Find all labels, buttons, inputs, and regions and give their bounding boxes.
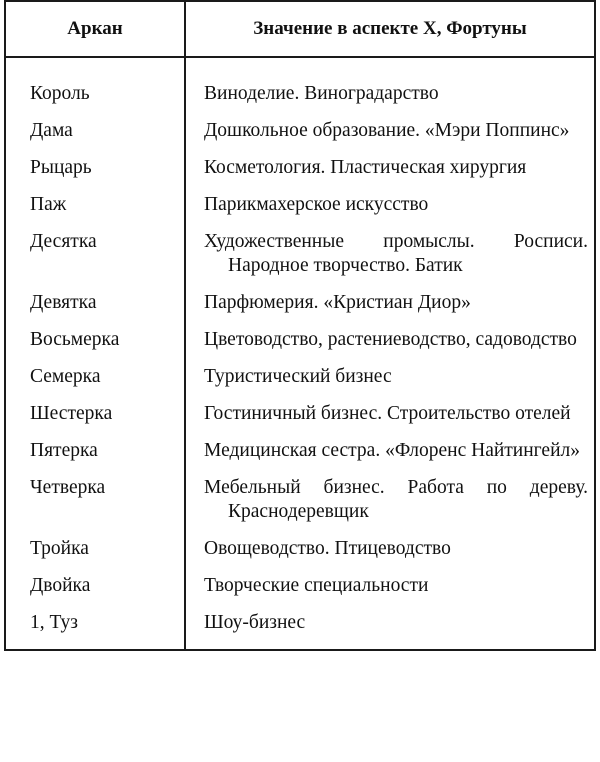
arcana-cell: Паж (5, 187, 185, 224)
arcana-cell: Рыцарь (5, 150, 185, 187)
meaning-cell (185, 76, 595, 113)
table-row (5, 605, 595, 650)
spacer-cell (185, 57, 595, 76)
table-row (5, 224, 595, 285)
meaning-text: Шоу-бизнес (204, 612, 306, 633)
meaning-text: Виноделие. Виноградарство (204, 83, 439, 104)
arcana-cell: Девятка (5, 285, 185, 322)
meaning-cell (185, 359, 595, 396)
table-row (5, 322, 595, 359)
meaning-text: Овощеводство. Птицеводство (204, 538, 451, 559)
table-row (5, 470, 595, 531)
arcana-cell: 1, Туз (5, 605, 185, 650)
arcana-cell: Дама (5, 113, 185, 150)
arcana-table (4, 0, 596, 651)
meaning-text: Мебельный бизнес. Работа по дереву. Краснодеревщик (204, 477, 588, 522)
arcana-cell: Пятерка (5, 433, 185, 470)
meaning-cell (185, 224, 595, 285)
meaning-text: Косметология. Пластическая хирургия (204, 157, 527, 178)
meaning-cell (185, 531, 595, 568)
meaning-text: Художественные промыслы. Росписи. Народное творчество. Батик (204, 231, 588, 276)
meaning-cell (185, 187, 595, 224)
table-row (5, 396, 595, 433)
arcana-cell: Четверка (5, 470, 185, 531)
table-row (5, 76, 595, 113)
table-row (5, 150, 595, 187)
table-body (5, 57, 595, 650)
header-arcana: Аркан (5, 1, 185, 57)
meaning-text: Дошкольное образование. «Мэри Поппинс» (204, 120, 570, 141)
meaning-text: Творческие специальности (204, 575, 429, 596)
arcana-cell: Король (5, 76, 185, 113)
meaning-text: Цветоводство, растениеводство, садоводство (204, 329, 577, 350)
meaning-text: Парикмахерское искусство (204, 194, 429, 215)
arcana-cell: Семерка (5, 359, 185, 396)
meaning-cell (185, 568, 595, 605)
arcana-cell: Тройка (5, 531, 185, 568)
arcana-cell: Двойка (5, 568, 185, 605)
meaning-cell (185, 396, 595, 433)
meaning-cell (185, 470, 595, 531)
table-row (5, 113, 595, 150)
meaning-text: Гостиничный бизнес. Строительство отелей (204, 403, 571, 424)
meaning-cell (185, 433, 595, 470)
table-row (5, 433, 595, 470)
table-row (5, 568, 595, 605)
arcana-cell: Восьмерка (5, 322, 185, 359)
arcana-cell: Десятка (5, 224, 185, 285)
meaning-cell (185, 150, 595, 187)
header-row (5, 1, 595, 57)
table-row (5, 359, 595, 396)
meaning-cell (185, 113, 595, 150)
meaning-cell (185, 285, 595, 322)
spacer-row (5, 57, 595, 76)
meaning-text: Медицинская сестра. «Флоренс Найтингейл» (204, 440, 580, 461)
table-header (5, 1, 595, 57)
spacer-cell (5, 57, 185, 76)
arcana-cell: Шестерка (5, 396, 185, 433)
table-row (5, 285, 595, 322)
meaning-cell (185, 322, 595, 359)
header-meaning: Значение в аспекте X, Фортуны (185, 1, 595, 57)
meaning-cell (185, 605, 595, 650)
meaning-text: Туристический бизнес (204, 366, 392, 387)
table-row (5, 531, 595, 568)
meaning-text: Парфюмерия. «Кристиан Диор» (204, 292, 471, 313)
table-row (5, 187, 595, 224)
